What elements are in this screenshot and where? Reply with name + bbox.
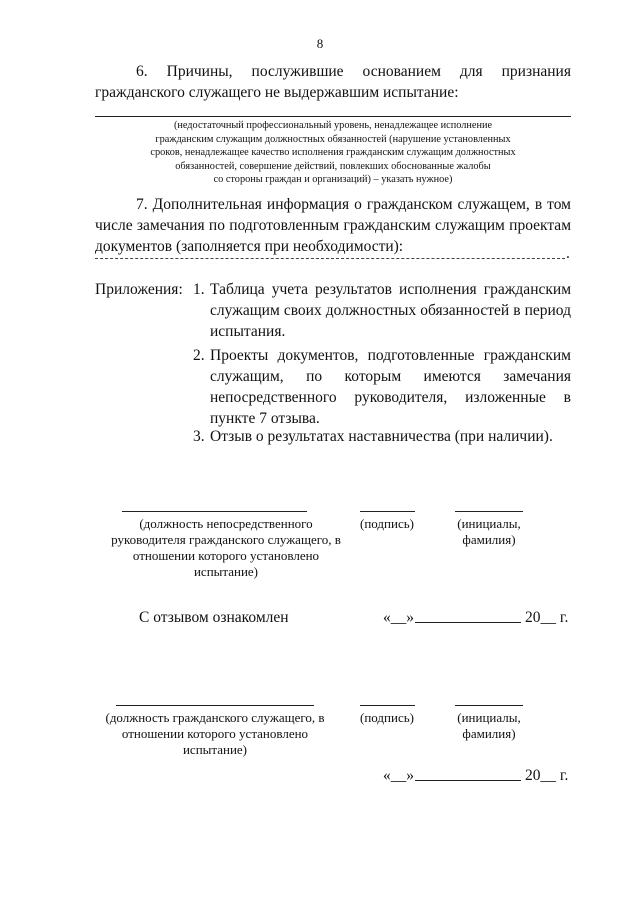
section-6-text: 6. Причины, послужившие основанием для признания гражданского служащего не выдержавшим испытание:	[95, 63, 571, 101]
page-number: 8	[316, 36, 324, 51]
signature-line[interactable]	[360, 705, 415, 706]
date-year: 20__ г.	[525, 609, 569, 626]
name-line[interactable]	[455, 511, 523, 512]
name-caption: (инициалы, фамилия)	[457, 516, 521, 547]
section-7-text: 7. Дополнительная информация о гражданском служащем, в том числе замечания по подготовленным гражданским служащим проектам документов (заполняется при необходимости):	[95, 196, 571, 255]
appendix-item-number: 1.	[193, 281, 205, 298]
appendix-item-number: 2.	[193, 347, 205, 364]
position-caption: (должность гражданского служащего, в отношении которого установлено испытание)	[105, 710, 325, 757]
hint-line: сроков, ненадлежащее качество исполнения гражданским служащим должностных	[150, 147, 516, 158]
name-caption: (инициалы, фамилия)	[457, 710, 521, 741]
appendix-label: Приложения:	[95, 281, 183, 298]
section-7-end-mark: .	[566, 245, 570, 262]
position-signature-line[interactable]	[122, 511, 307, 512]
section-6-hint	[95, 119, 571, 187]
signature-caption: (подпись)	[360, 516, 414, 531]
acknowledged-text: С отзывом ознакомлен	[139, 609, 289, 626]
appendix-item-1: Таблица учета результатов исполнения гражданским служащим своих должностных обязанностей в период испытания.	[210, 281, 571, 340]
date-month-line[interactable]	[415, 622, 521, 623]
appendix-item-3: Отзыв о результатах наставничества (при наличии).	[210, 428, 553, 445]
section-6-fill-line[interactable]	[95, 116, 571, 117]
position-signature-line[interactable]	[116, 705, 314, 706]
hint-line: (недостаточный профессиональный уровень, ненадлежащее исполнение	[173, 120, 493, 131]
position-caption: (должность непосредственного руководителя гражданского служащего, в отношении которого установлено испытание)	[111, 516, 341, 579]
date-day: «__»	[383, 767, 414, 784]
appendix-item-2: Проекты документов, подготовленные гражданским служащим, по которым имеются замечания непосредственного руководителя, изложенные в пункте 7 отзыва.	[210, 347, 571, 427]
signature-caption: (подпись)	[360, 710, 414, 725]
section-7-fill-line[interactable]	[95, 258, 565, 259]
date-year: 20__ г.	[525, 767, 569, 784]
name-line[interactable]	[455, 705, 523, 706]
hint-line: обязанностей, совершение действий, повлекших обоснованные жалобы	[175, 160, 491, 172]
appendix-item-number: 3.	[193, 428, 205, 445]
date-day: «__»	[383, 609, 414, 626]
signature-line[interactable]	[360, 511, 415, 512]
hint-line: гражданским служащим должностных обязанностей (нарушение установленных	[155, 133, 511, 145]
hint-line: со стороны граждан и организаций) – указать нужное)	[213, 174, 453, 185]
date-month-line[interactable]	[415, 780, 521, 781]
